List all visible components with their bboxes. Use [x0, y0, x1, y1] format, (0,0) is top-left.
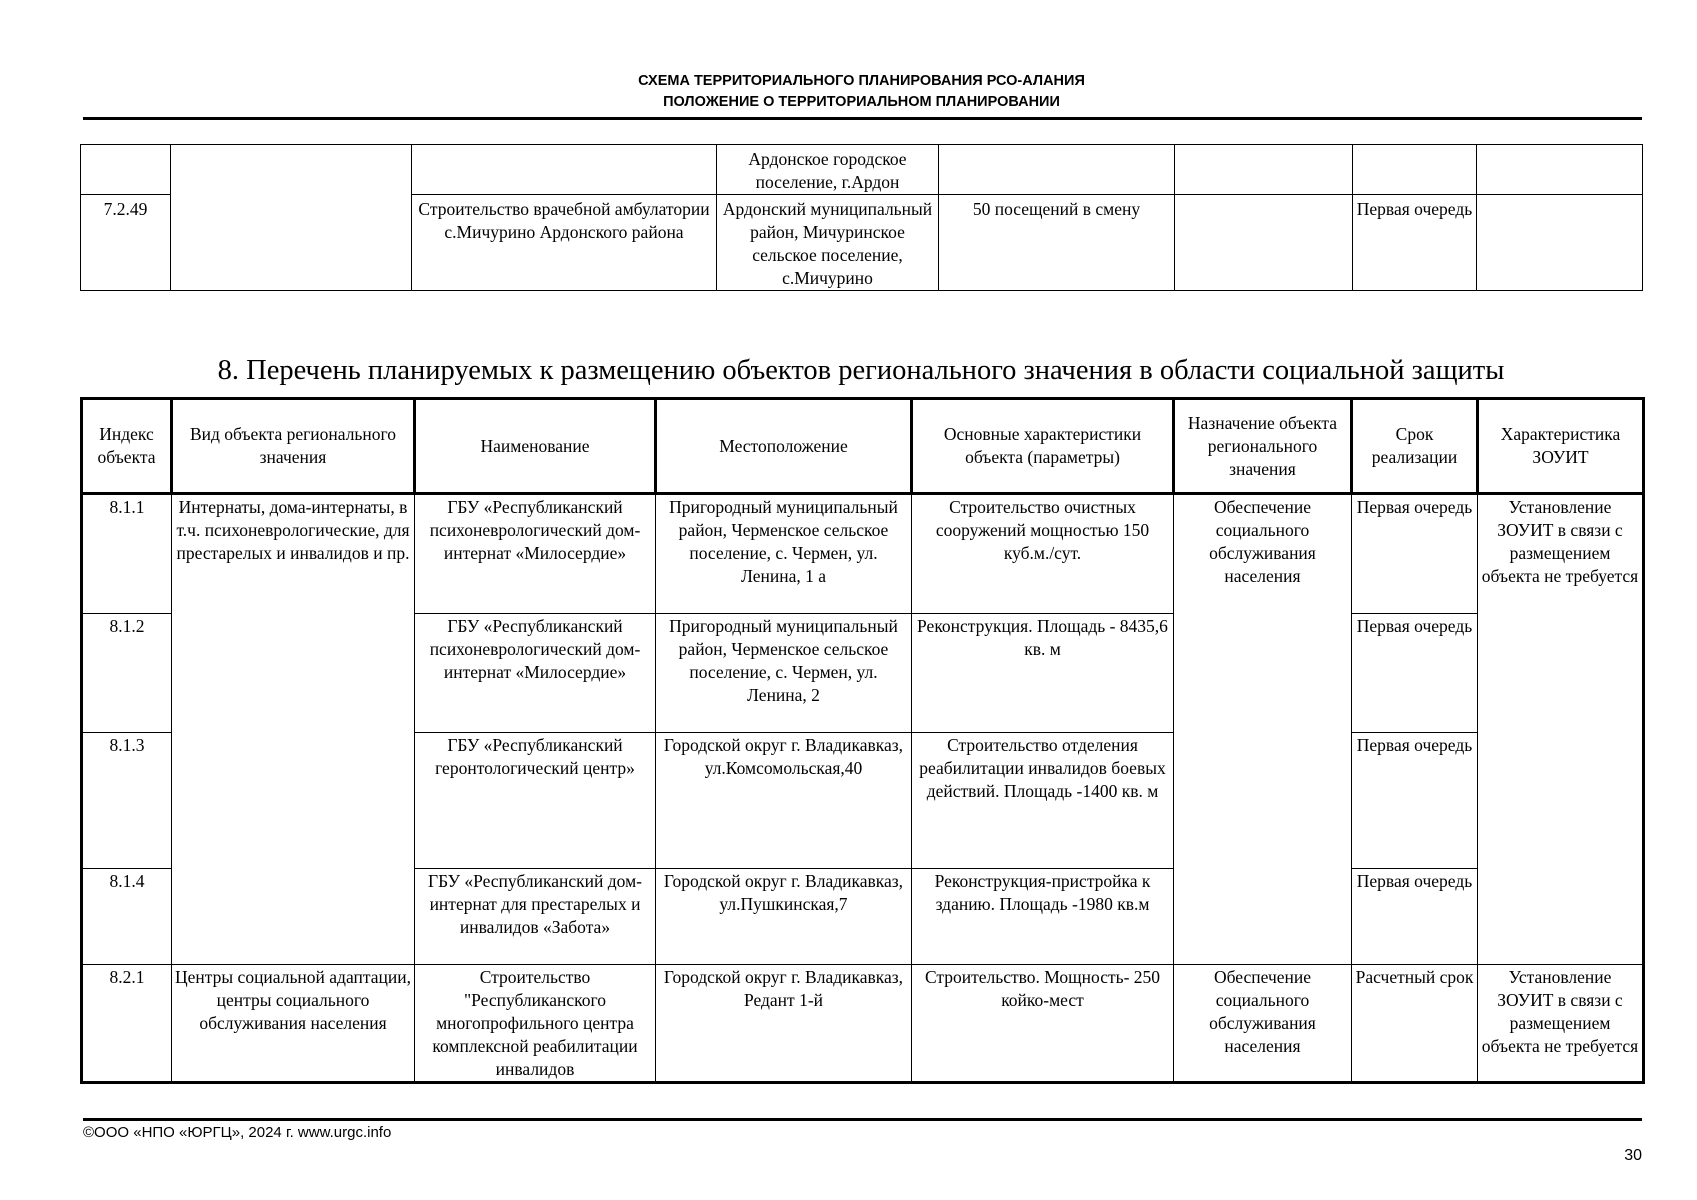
index-cell: 8.1.4 [82, 869, 172, 965]
table-header-row [82, 399, 1644, 494]
index-cell: 8.1.2 [82, 614, 172, 733]
term-cell: Первая очередь [1352, 494, 1478, 614]
location-cell: Городской округ г. Владикавказ, ул.Комсомольская,40 [656, 733, 912, 869]
col-header-zouit: Характеристика ЗОУИТ [1478, 399, 1644, 494]
header-line-2: ПОЛОЖЕНИЕ О ТЕРРИТОРИАЛЬНОМ ПЛАНИРОВАНИИ [663, 94, 1060, 110]
kind-cell: Интернаты, дома-интернаты, в т.ч. психоневрологические, для престарелых и инвалидов и пр. [172, 494, 415, 965]
header-line-1: СХЕМА ТЕРРИТОРИАЛЬНОГО ПЛАНИРОВАНИЯ РСО-АЛАНИЯ [638, 73, 1085, 89]
col-header-params: Основные характеристики объекта (параметры) [912, 399, 1174, 494]
section-title: 8. Перечень планируемых к размещению объектов регионального значения в области социальной защиты [217, 355, 1505, 386]
col-header-term: Срок реализации [1352, 399, 1478, 494]
header-rule [83, 117, 1642, 120]
zouit-cell: Установление ЗОУИТ в связи с размещением объекта не требуется [1478, 494, 1644, 965]
document-header [80, 71, 1643, 113]
objects-table [80, 397, 1645, 1084]
table-row [82, 965, 1644, 1083]
location-cell: Городской округ г. Владикавказ, Редант 1-й [656, 965, 912, 1083]
term-cell: Первая очередь [1352, 869, 1478, 965]
params-cell: Реконструкция-пристройка к зданию. Площадь -1980 кв.м [912, 869, 1174, 965]
prev-index-cell: 7.2.49 [81, 195, 171, 291]
col-header-location: Местоположение [656, 399, 912, 494]
col-header-purpose: Назначение объекта регионального значения [1174, 399, 1352, 494]
term-cell: Первая очередь [1352, 614, 1478, 733]
name-cell: ГБУ «Республиканский психоневрологический дом-интернат «Милосердие» [415, 494, 656, 614]
zouit-cell: Установление ЗОУИТ в связи с размещением объекта не требуется [1478, 965, 1644, 1083]
name-cell: ГБУ «Республиканский дом-интернат для престарелых и инвалидов «Забота» [415, 869, 656, 965]
previous-section-table [80, 144, 1643, 291]
col-header-kind: Вид объекта регионального значения [172, 399, 415, 494]
purpose-cell: Обеспечение социального обслуживания населения [1174, 965, 1352, 1083]
params-cell: Реконструкция. Площадь - 8435,6 кв. м [912, 614, 1174, 733]
term-cell: Первая очередь [1352, 733, 1478, 869]
prev-location-cell: Ардонское городское поселение, г.Ардон [717, 145, 939, 195]
params-cell: Строительство очистных сооружений мощностью 150 куб.м./сут. [912, 494, 1174, 614]
col-header-index: Индекс объекта [82, 399, 172, 494]
footer-rule [83, 1118, 1642, 1121]
location-cell: Пригородный муниципальный район, Черменское сельское поселение, с. Чермен, ул. Ленина, 1 а [656, 494, 912, 614]
prev-name-cell: Строительство врачебной амбулатории с.Мичурино Ардонского района [412, 195, 717, 291]
name-cell: ГБУ «Республиканский геронтологический центр» [415, 733, 656, 869]
location-cell: Пригородный муниципальный район, Черменское сельское поселение, с. Чермен, ул. Ленина, 2 [656, 614, 912, 733]
term-cell: Расчетный срок [1352, 965, 1478, 1083]
index-cell: 8.1.3 [82, 733, 172, 869]
location-cell: Городской округ г. Владикавказ, ул.Пушкинская,7 [656, 869, 912, 965]
prev-params-cell: 50 посещений в смену [939, 195, 1175, 291]
table-row [82, 494, 1644, 614]
params-cell: Строительство отделения реабилитации инвалидов боевых действий. Площадь -1400 кв. м [912, 733, 1174, 869]
name-cell: Строительство "Республиканского многопрофильного центра комплексной реабилитации инвалидов [415, 965, 656, 1083]
prev-kind-cell [171, 145, 412, 291]
kind-cell: Центры социальной адаптации, центры социального обслуживания населения [172, 965, 415, 1083]
prev-term-cell: Первая очередь [1353, 195, 1477, 291]
col-header-name: Наименование [415, 399, 656, 494]
page-number: 30 [1624, 1147, 1642, 1164]
purpose-cell: Обеспечение социального обслуживания населения [1174, 494, 1352, 965]
index-cell: 8.1.1 [82, 494, 172, 614]
index-cell: 8.2.1 [82, 965, 172, 1083]
name-cell: ГБУ «Республиканский психоневрологический дом-интернат «Милосердие» [415, 614, 656, 733]
prev-location-cell: Ардонский муниципальный район, Мичуринское сельское поселение, с.Мичурино [717, 195, 939, 291]
table-row [81, 145, 1643, 195]
params-cell: Строительство. Мощность- 250 койко-мест [912, 965, 1174, 1083]
footer-copyright: ©ООО «НПО «ЮРГЦ», 2024 г. www.urgc.info [83, 1124, 392, 1141]
